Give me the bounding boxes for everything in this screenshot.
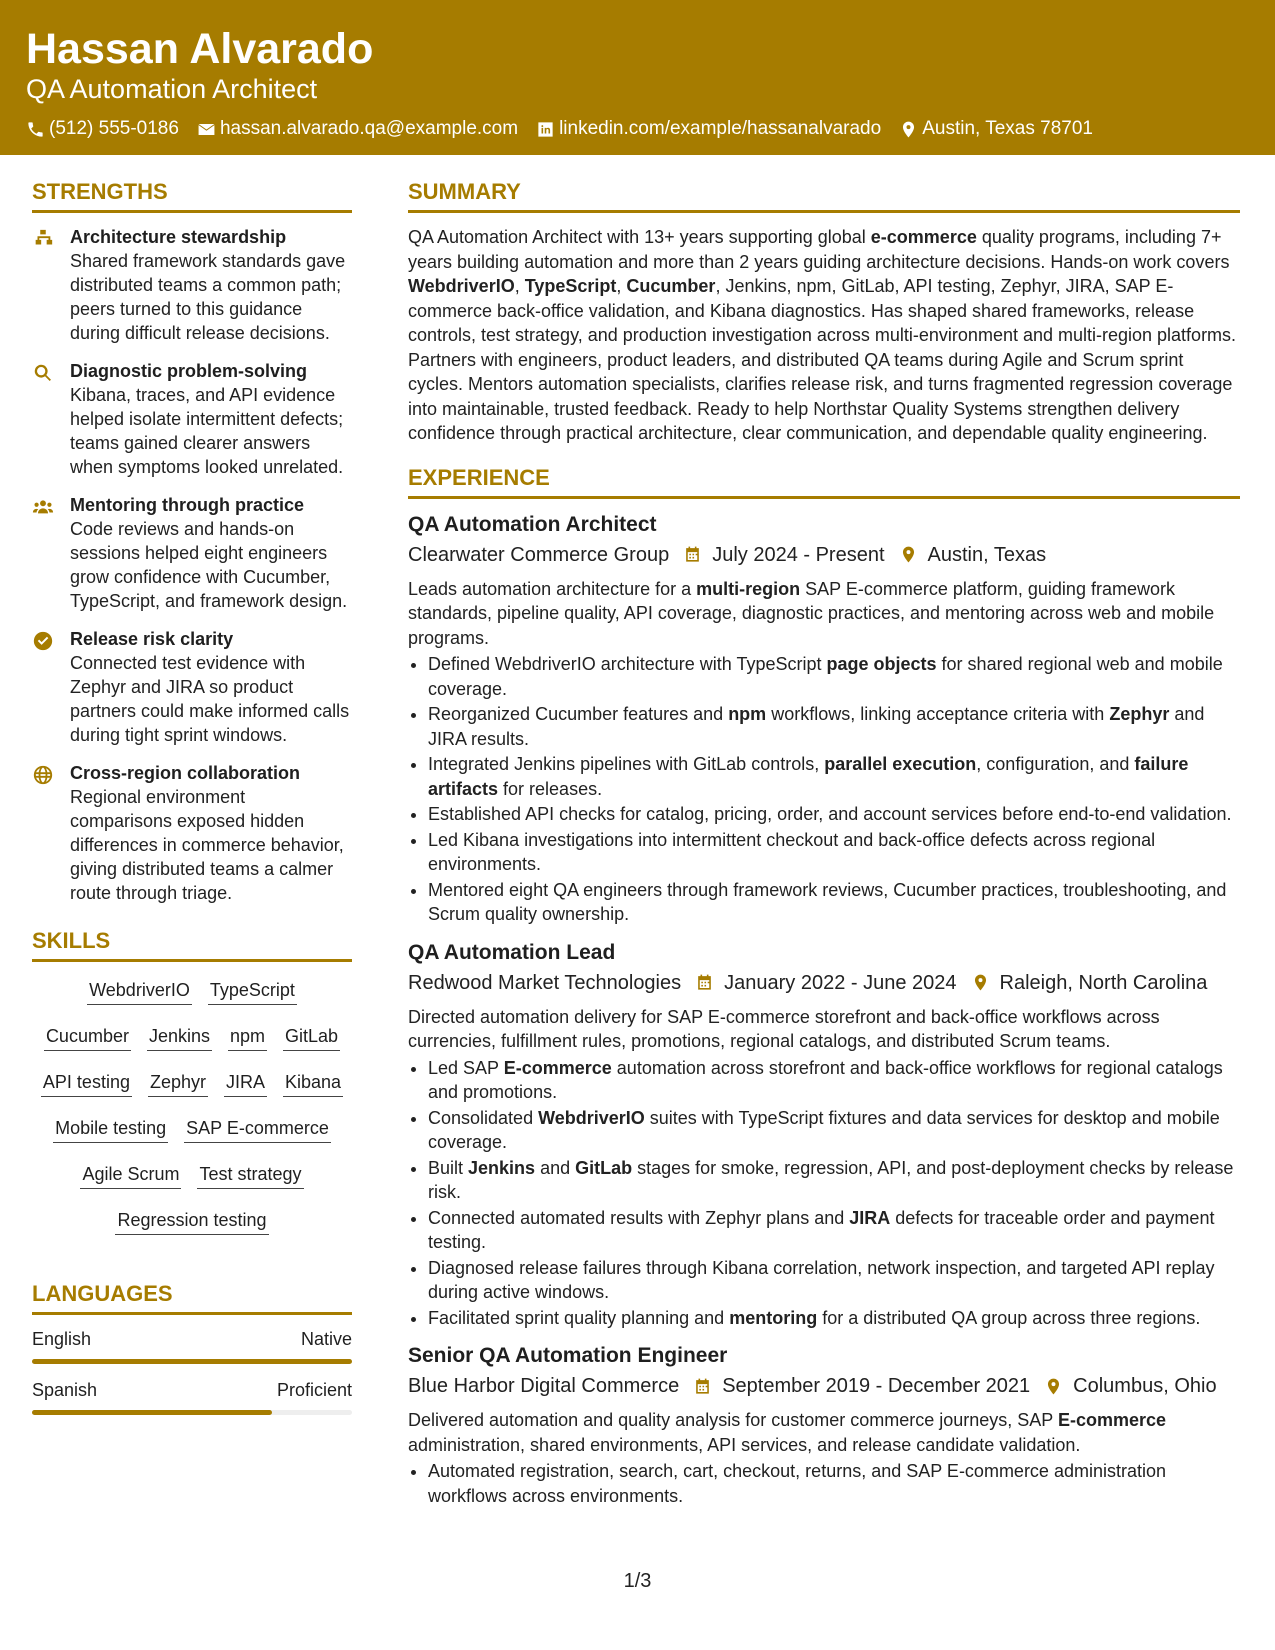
text-run: and	[535, 1157, 576, 1178]
language-level: Native	[300, 1329, 352, 1349]
experience-heading: EXPERIENCE	[408, 464, 1240, 499]
job-dates: July 2024 - Present	[712, 543, 885, 566]
bold-text: JIRA	[849, 1207, 891, 1228]
text-run: Mentored eight QA engineers through framework reviews, Cucumber practices, troubleshooting, and Scrum quality ownership.	[428, 879, 1227, 924]
strength-icon-wrap	[32, 627, 70, 747]
summary-heading: SUMMARY	[408, 178, 1240, 213]
job-title: QA Automation Architect	[408, 512, 657, 536]
bold-text: mentoring	[729, 1307, 818, 1328]
resume-header	[0, 0, 1275, 155]
bold-text: npm	[728, 704, 767, 724]
contact-email[interactable]	[197, 118, 518, 140]
bold-text: Jenkins	[468, 1157, 536, 1178]
language-bar	[32, 1359, 352, 1364]
bold-text: GitLab	[575, 1157, 633, 1178]
candidate-role: QA Automation Architect	[26, 74, 318, 104]
experience-list	[408, 511, 1240, 1509]
job-dates: January 2022 - June 2024	[724, 971, 957, 994]
text-run: quality programs, including 7+ years building automation and more than 2 years guiding architecture decisions. Hands-on work covers	[408, 227, 1230, 272]
strength-item	[32, 761, 352, 905]
job-bullet	[428, 1206, 1240, 1255]
strength-body	[70, 761, 352, 905]
bold-text: parallel execution	[824, 754, 977, 774]
skill-tag: WebdriverIO	[87, 978, 192, 1005]
skill-tag: SAP E-commerce	[184, 1116, 331, 1143]
bold-text: failure artifacts	[428, 754, 1189, 799]
text-run: Led Kibana investigations into intermittent checkout and back-office defects across regional environments.	[428, 829, 1156, 874]
job-bullet	[428, 752, 1240, 801]
text-run: workflows, linking acceptance criteria with	[766, 704, 1110, 724]
skill-tag: Mobile testing	[53, 1116, 168, 1143]
envelope-icon	[197, 120, 216, 139]
job-meta	[408, 1372, 1240, 1400]
strength-description: Shared framework standards gave distributed teams a common path; peers turned to this guidance during difficult release decisions.	[70, 251, 346, 343]
bold-text: TypeScript	[524, 276, 617, 296]
text-run: Consolidated	[428, 1107, 539, 1128]
text-run: stages for smoke, regression, API, and post-deployment checks by release risk.	[428, 1157, 1234, 1202]
text-run: for a distributed QA group across three regions.	[817, 1307, 1201, 1328]
text-run: Facilitated sprint quality planning and	[428, 1307, 730, 1328]
job-location: Austin, Texas	[927, 543, 1047, 566]
strength-icon-wrap	[32, 493, 70, 613]
bold-text: Cucumber	[626, 276, 716, 296]
strength-title: Release risk clarity	[70, 629, 234, 649]
job-entry	[408, 939, 1240, 1331]
job-dates: September 2019 - December 2021	[722, 1375, 1031, 1397]
location-text: Austin, Texas 78701	[922, 118, 1093, 139]
contact-phone	[26, 118, 179, 140]
skill-tag: GitLab	[283, 1024, 340, 1051]
language-row	[32, 1327, 352, 1351]
language-name: English	[32, 1329, 92, 1349]
strength-description: Code reviews and hands-on sessions helped eight engineers grow confidence with Cucumber, TypeScript, and framework design.	[70, 519, 348, 611]
job-bullet	[428, 1106, 1240, 1155]
job-description	[408, 577, 1240, 651]
strength-body	[70, 493, 352, 613]
text-run: Established API checks for catalog, pricing, order, and account services before end-to-end validation.	[428, 804, 1232, 824]
text-run: ,	[616, 276, 627, 296]
strength-title: Mentoring through practice	[70, 495, 304, 515]
globe-icon	[32, 764, 54, 786]
skill-tag: Agile Scrum	[80, 1162, 181, 1189]
job-bullet	[428, 1256, 1240, 1305]
text-run: automation across storefront and back-office workflows for regional catalogs and promotions.	[428, 1057, 1223, 1102]
language-bar	[32, 1410, 352, 1415]
bold-text: WebdriverIO	[408, 276, 515, 296]
languages-list	[32, 1327, 352, 1415]
strength-item	[32, 627, 352, 747]
bold-text: E-commerce	[1057, 1410, 1167, 1430]
job-meta	[408, 541, 1240, 569]
skill-tag: TypeScript	[208, 978, 297, 1005]
text-run: Delivered automation and quality analysis for customer commerce journeys, SAP	[408, 1410, 1058, 1430]
candidate-name: Hassan Alvarado	[26, 25, 374, 73]
job-bullet	[428, 1306, 1240, 1331]
text-run: QA Automation Architect with 13+ years supporting global	[408, 227, 871, 247]
strength-icon-wrap	[32, 225, 70, 345]
job-location: Columbus, Ohio	[1073, 1375, 1217, 1397]
strength-title: Diagnostic problem-solving	[70, 361, 308, 381]
job-bullet	[428, 802, 1240, 827]
text-run: Reorganized Cucumber features and	[428, 704, 729, 724]
text-run: SAP E-commerce platform, guiding framework standards, pipeline quality, API coverage, diagnostic practices, and mentoring across web and mobile programs.	[408, 578, 1215, 648]
text-run: defects for traceable order and payment testing.	[428, 1207, 1215, 1252]
contact-location	[899, 118, 1093, 140]
strength-body	[70, 627, 352, 747]
skill-tag: Cucumber	[44, 1024, 131, 1051]
job-title: QA Automation Lead	[408, 940, 616, 964]
skill-tag: Jenkins	[147, 1024, 212, 1051]
map-pin-icon	[899, 120, 918, 139]
job-entry	[408, 511, 1240, 927]
job-title: Senior QA Automation Engineer	[408, 1344, 728, 1367]
job-bullets	[408, 1056, 1240, 1331]
job-bullets	[408, 652, 1240, 927]
job-meta	[408, 969, 1240, 997]
job-bullet	[428, 878, 1240, 927]
skill-tag: JIRA	[224, 1070, 267, 1097]
calendar-icon	[695, 973, 714, 992]
map-pin-icon	[899, 545, 918, 564]
text-run: Connected automated results with Zephyr plans and	[428, 1207, 850, 1228]
calendar-icon	[683, 545, 702, 564]
contact-bar	[26, 118, 1249, 140]
text-run: , configuration, and	[976, 754, 1135, 774]
map-pin-icon	[971, 973, 990, 992]
language-bar-fill	[32, 1359, 352, 1364]
job-bullet	[428, 1056, 1240, 1105]
search-icon	[32, 362, 54, 384]
skills-list	[32, 974, 352, 1250]
page-number: 1/3	[623, 1570, 652, 1592]
strength-item	[32, 359, 352, 479]
skill-tag: API testing	[41, 1070, 132, 1097]
strengths-list	[32, 225, 352, 905]
bold-text: e-commerce	[870, 227, 977, 247]
language-level: Proficient	[276, 1380, 352, 1400]
text-run: suites with TypeScript fixtures and data services for desktop and mobile coverage.	[428, 1107, 1220, 1152]
phone-text: (512) 555-0186	[49, 118, 179, 139]
phone-icon	[26, 120, 45, 139]
text-run: for shared regional web and mobile coverage.	[428, 654, 1223, 699]
text-run: and JIRA results.	[428, 704, 1205, 749]
text-run: Led SAP	[428, 1057, 504, 1078]
skill-tag: Kibana	[283, 1070, 343, 1097]
bold-text: Zephyr	[1109, 704, 1170, 724]
job-company: Redwood Market Technologies	[408, 971, 682, 994]
strength-title: Architecture stewardship	[70, 227, 287, 247]
summary-text	[408, 225, 1240, 446]
email-text: hassan.alvarado.qa@example.com	[219, 118, 519, 139]
left-column	[32, 178, 352, 1429]
text-run: , Jenkins, npm, GitLab, API testing, Zephyr, JIRA, SAP E-commerce back-office validation, and Kibana diagnostics. Has shaped shared frameworks, release controls, test strategy, and production investigation across multi-environment and multi-region platforms. Partners with engineers, product leaders, and distributed QA teams during Agile and Scrum sprint cycles. Mentors automation specialists, clarifies release risk, and turns fragmented regression coverage into maintainable, trusted feedback. Ready to help Northstar Quality Systems strengthen delivery confidence through practical architecture, clear communication, and dependable quality engineering.	[408, 276, 1237, 443]
strength-body	[70, 359, 352, 479]
text-run: administration, shared environments, API services, and release candidate validation.	[408, 1434, 1081, 1455]
bold-text: page objects	[826, 654, 937, 674]
job-entry	[408, 1342, 1240, 1508]
right-column	[408, 178, 1240, 1520]
text-run: Defined WebdriverIO architecture with TypeScript	[428, 654, 827, 674]
job-bullet	[428, 1459, 1240, 1508]
bold-text: multi-region	[696, 578, 801, 599]
text-run: Automated registration, search, cart, checkout, returns, and SAP E-commerce administration workflows across environments.	[428, 1461, 1166, 1506]
text-run: ,	[514, 276, 525, 296]
language-row	[32, 1378, 352, 1402]
check-circle-icon	[32, 630, 54, 652]
contact-linkedin[interactable]	[536, 118, 881, 140]
map-pin-icon	[1044, 1377, 1063, 1396]
text-run: for releases.	[498, 778, 603, 799]
language-bar-fill	[32, 1410, 272, 1415]
job-bullet	[428, 652, 1240, 701]
skill-tag: npm	[228, 1024, 267, 1051]
bold-text: E-commerce	[503, 1057, 612, 1078]
sitemap-icon	[32, 228, 54, 250]
skill-tag: Test strategy	[197, 1162, 303, 1189]
text-run: Directed automation delivery for SAP E-commerce storefront and back-office workflows across currencies, fulfillment rules, promotions, regional catalogs, and distributed Scrum teams.	[408, 1006, 1160, 1051]
strength-description: Regional environment comparisons exposed hidden differences in commerce behavior, giving distributed teams a calmer route through triage.	[70, 787, 344, 903]
job-bullet	[428, 702, 1240, 751]
strength-icon-wrap	[32, 359, 70, 479]
strengths-heading: STRENGTHS	[32, 178, 352, 213]
skill-tag: Zephyr	[148, 1070, 208, 1097]
job-description	[408, 1005, 1240, 1054]
linkedin-text: linkedin.com/example/hassanalvarado	[559, 118, 882, 139]
text-run: Integrated Jenkins pipelines with GitLab controls,	[428, 754, 825, 774]
strength-icon-wrap	[32, 761, 70, 905]
job-description	[408, 1408, 1240, 1457]
text-run: Built	[428, 1157, 469, 1178]
bold-text: WebdriverIO	[538, 1107, 645, 1128]
strength-item	[32, 493, 352, 613]
calendar-icon	[693, 1377, 712, 1396]
language-item	[32, 1378, 352, 1415]
strength-body	[70, 225, 352, 345]
language-item	[32, 1327, 352, 1364]
strength-description: Kibana, traces, and API evidence helped isolate intermittent defects; teams gained clearer answers when symptoms looked unrelated.	[70, 385, 344, 477]
skill-tag: Regression testing	[115, 1208, 268, 1235]
job-location: Raleigh, North Carolina	[999, 971, 1208, 994]
users-icon	[32, 496, 54, 518]
skills-heading: SKILLS	[32, 927, 352, 962]
job-bullet	[428, 828, 1240, 877]
strength-title: Cross-region collaboration	[70, 763, 301, 783]
text-run: Leads automation architecture for a	[408, 578, 697, 599]
language-name: Spanish	[32, 1380, 98, 1400]
strength-item	[32, 225, 352, 345]
linkedin-icon	[536, 120, 555, 139]
strength-description: Connected test evidence with Zephyr and JIRA so product partners could make informed calls during tight sprint windows.	[70, 653, 350, 745]
job-bullet	[428, 1156, 1240, 1205]
text-run: Diagnosed release failures through Kibana correlation, network inspection, and targeted API replay during active windows.	[428, 1257, 1215, 1302]
job-company: Clearwater Commerce Group	[408, 543, 670, 566]
languages-heading: LANGUAGES	[32, 1280, 352, 1315]
job-bullets	[408, 1459, 1240, 1508]
job-company: Blue Harbor Digital Commerce	[408, 1375, 680, 1397]
